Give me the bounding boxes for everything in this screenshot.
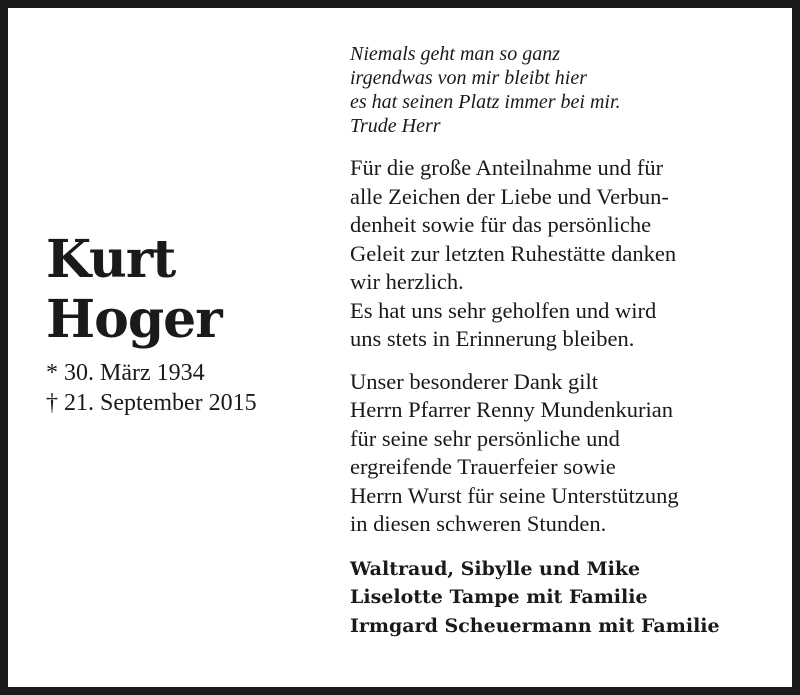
paragraph-line: Herrn Wurst für seine Unterstützung (350, 482, 679, 508)
paragraph-line: denheit sowie für das persönliche (350, 212, 652, 237)
quote-block (350, 42, 780, 138)
paragraph-line: Herrn Pfarrer Renny Mundenkurian (350, 397, 674, 422)
signature-line: Waltraud, Sibylle und Mike (350, 557, 641, 580)
text-column (350, 42, 780, 640)
paragraph-line: für seine sehr persönliche und (350, 425, 620, 451)
deceased-block (46, 230, 336, 418)
signature-line: Liselotte Tampe mit Familie (350, 586, 648, 608)
first-name: Kurt (46, 229, 176, 290)
paragraph-line: uns stets in Erinnerung bleiben. (350, 326, 635, 351)
paragraph-line: wir herzlich. (350, 269, 464, 294)
paragraph-line: Für die große Anteilnahme und für (350, 155, 664, 180)
death-date: † 21. September 2015 (46, 390, 257, 416)
last-name: Hoger (46, 289, 222, 350)
quote-line: Niemals geht man so ganz (350, 43, 560, 65)
quote-line: irgendwas von mir bleibt hier (350, 67, 588, 89)
quote-author: Trude Herr (350, 115, 441, 137)
paragraph-line: ergreifende Trauerfeier sowie (350, 454, 616, 479)
signature-line: Irmgard Scheuermann mit Familie (350, 614, 720, 637)
paragraph-line: Es hat uns sehr geholfen und wird (350, 297, 657, 323)
signatures-block (350, 555, 780, 641)
paragraph-line: Geleit zur letzten Ruhestätte danken (350, 240, 677, 266)
paragraph-line: in diesen schweren Stunden. (350, 511, 607, 536)
birth-date: * 30. März 1934 (46, 360, 205, 386)
quote-line: es hat seinen Platz immer bei mir. (350, 91, 621, 113)
thanks-paragraph-1 (350, 154, 780, 354)
paragraph-line: Unser besonderer Dank gilt (350, 368, 599, 394)
paragraph-line: alle Zeichen der Liebe und Verbun- (350, 183, 669, 209)
life-dates (46, 358, 336, 418)
thanks-paragraph-2 (350, 368, 780, 539)
